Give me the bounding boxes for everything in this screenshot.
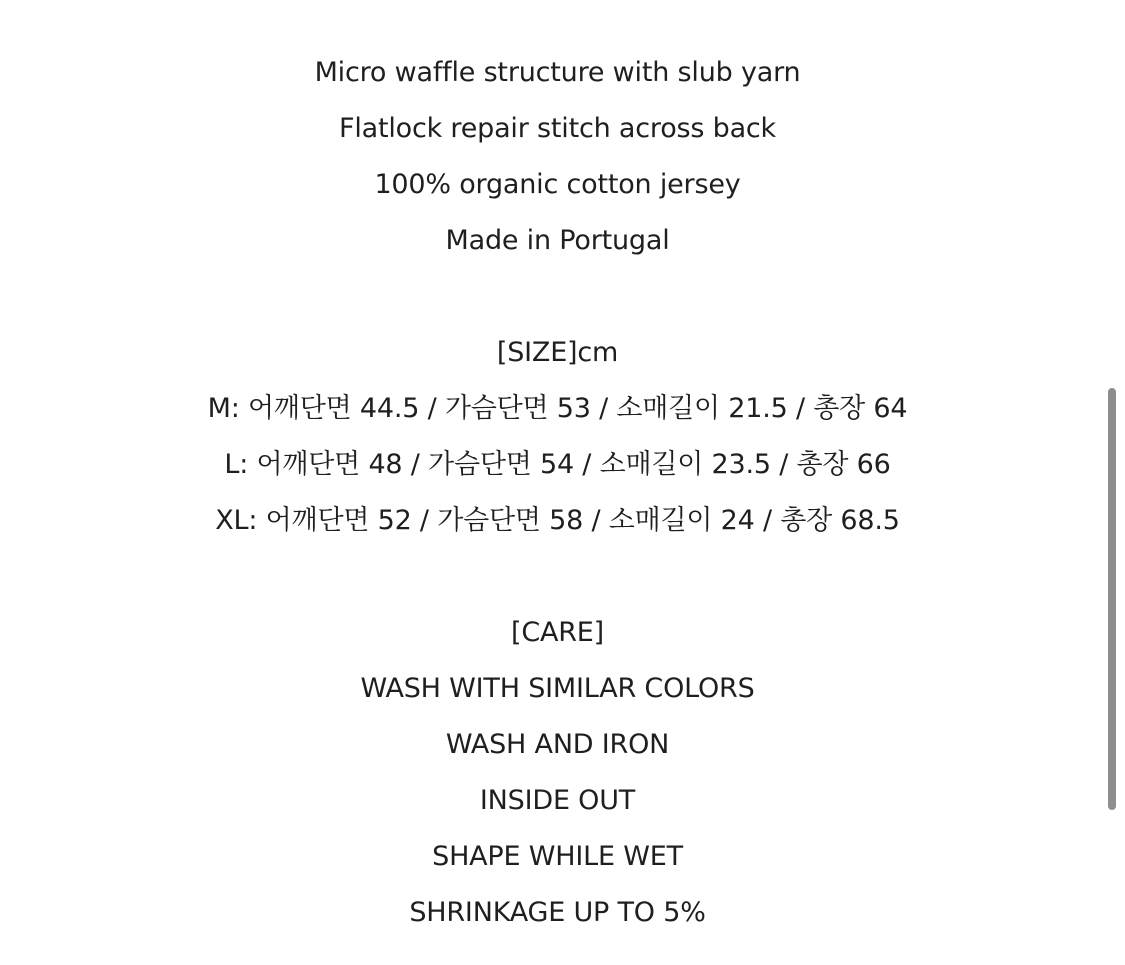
size-row-xl: XL: 어깨단면 52 / 가슴단면 58 / 소매길이 24 / 총장 68.5 [215,505,900,536]
care-item: SHAPE WHILE WET [432,841,683,872]
care-item: WASH AND IRON [445,729,670,760]
care-item: WASH WITH SIMILAR COLORS [360,673,755,704]
size-row-l: L: 어깨단면 48 / 가슴단면 54 / 소매길이 23.5 / 총장 66 [224,449,891,480]
care-item: INSIDE OUT [479,785,636,816]
care-heading: [CARE] [510,617,604,648]
description-line: Flatlock repair stitch across back [338,113,776,144]
vertical-scrollbar[interactable] [1108,388,1116,810]
description-line: 100% organic cotton jersey [374,169,741,200]
description-line: Made in Portugal [445,225,670,256]
description-line: Micro waffle structure with slub yarn [314,57,801,88]
size-heading: [SIZE]cm [496,337,619,368]
care-item: SHRINKAGE UP TO 5% [409,897,706,928]
size-row-m: M: 어깨단면 44.5 / 가슴단면 53 / 소매길이 21.5 / 총장 64 [207,393,908,424]
